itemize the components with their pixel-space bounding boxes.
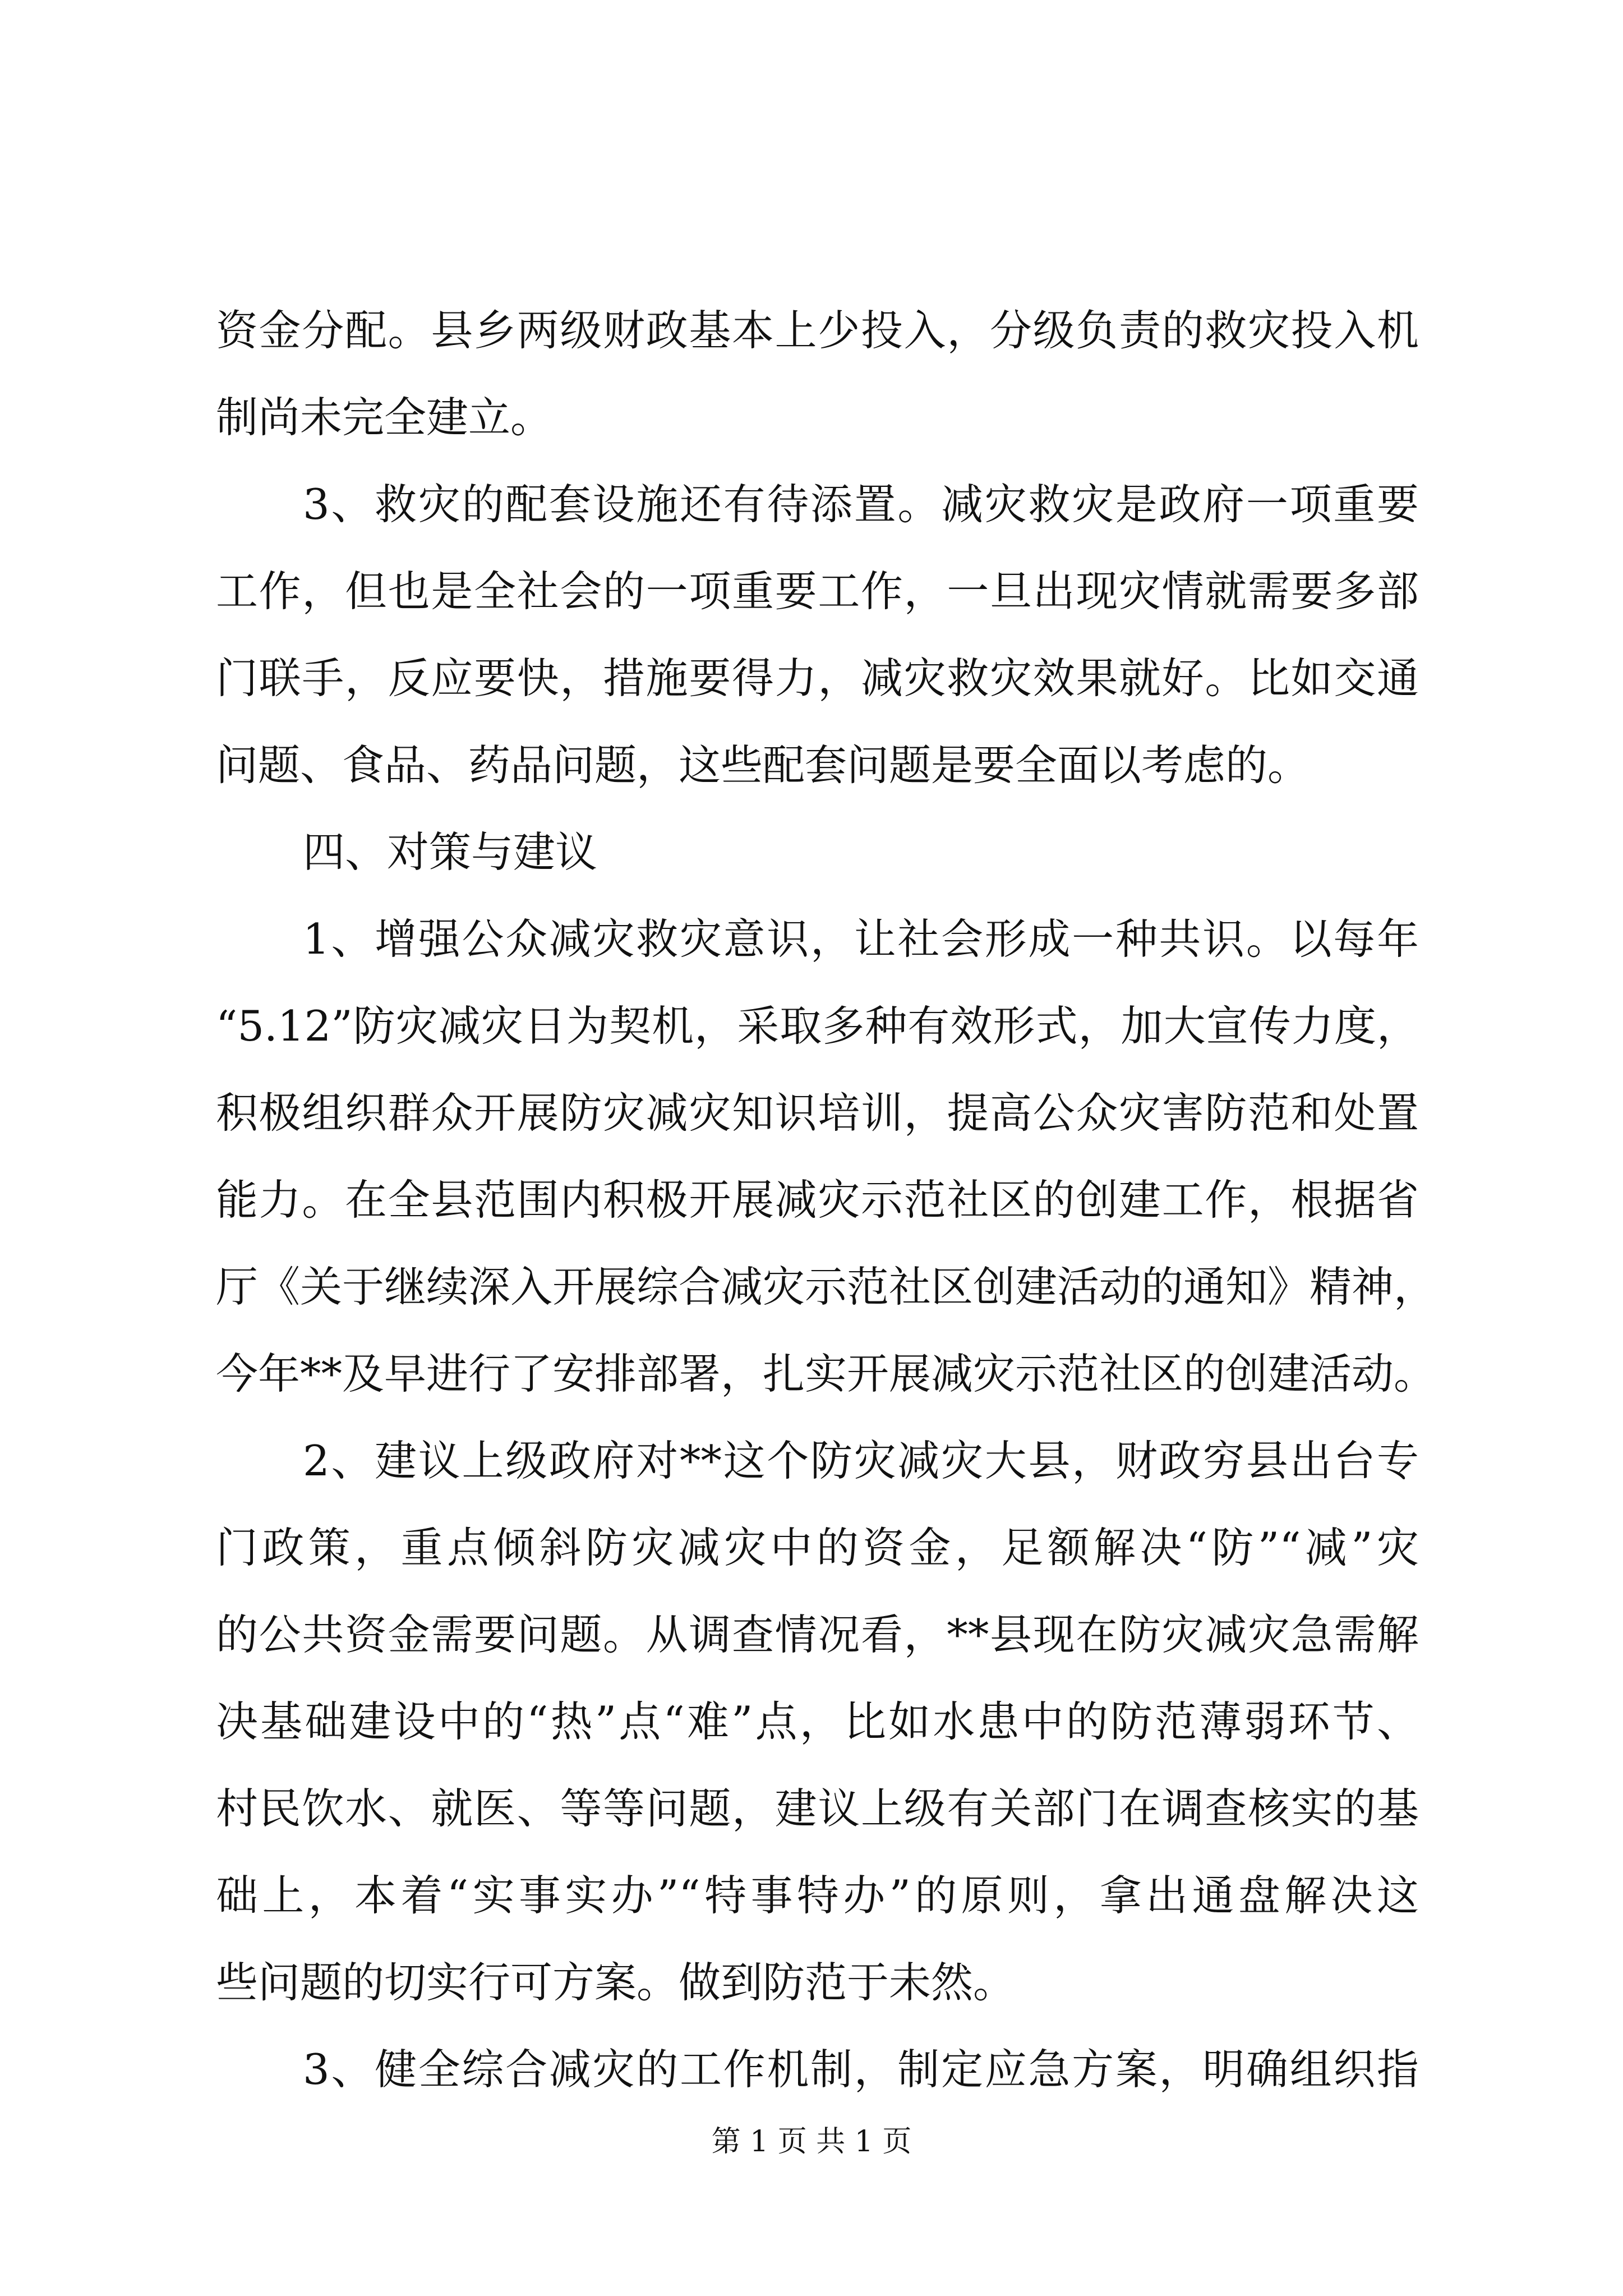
page-footer: 第 1 页 共 1 页 xyxy=(711,2125,912,2159)
text-line: 资金分配。县乡两级财政基本上少投入，分级负责的救灾投入机 xyxy=(216,306,1419,355)
text-line: 的公共资金需要问题。从调查情况看，**县现在防灾减灾急需解 xyxy=(216,1610,1419,1659)
text-line: 今年**及早进行了安排部署，扎实开展减灾示范社区的创建活动。 xyxy=(216,1349,1436,1398)
text-line: 门政策，重点倾斜防灾减灾中的资金，足额解决“防”“减”灾 xyxy=(216,1523,1419,1572)
section-heading: 四、对策与建议 xyxy=(303,827,598,877)
text-line: 村民饮水、就医、等等问题，建议上级有关部门在调查核实的基 xyxy=(216,1784,1419,1833)
text-line: 础上，本着“实事实办”“特事特办”的原则，拿出通盘解决这 xyxy=(216,1871,1419,1920)
text-line: 3、健全综合减灾的工作机制，制定应急方案，明确组织指 xyxy=(303,2045,1419,2094)
text-line: 厅《关于继续深入开展综合减灾示范社区创建活动的通知》精神， xyxy=(216,1262,1436,1312)
text-line: 问题、食品、药品问题，这些配套问题是要全面以考虑的。 xyxy=(216,740,1310,790)
text-line: 制尚未完全建立。 xyxy=(216,393,553,442)
text-line: 决基础建设中的“热”点“难”点，比如水患中的防范薄弱环节、 xyxy=(216,1697,1419,1746)
text-line: 能力。在全县范围内积极开展减灾示范社区的创建工作，根据省 xyxy=(216,1175,1419,1225)
text-line: 3、救灾的配套设施还有待添置。减灾救灾是政府一项重要 xyxy=(303,480,1419,529)
document-body xyxy=(216,287,1436,2113)
text-line: 1、增强公众减灾救灾意识，让社会形成一种共识。以每年 xyxy=(303,914,1419,964)
text-line: 些问题的切实行可方案。做到防范于未然。 xyxy=(216,1958,1016,2007)
text-line: 2、建议上级政府对**这个防灾减灾大县，财政穷县出台专 xyxy=(303,1436,1419,1485)
text-line: 积极组织群众开展防灾减灾知识培训，提高公众灾害防范和处置 xyxy=(216,1088,1419,1138)
text-line: 工作，但也是全社会的一项重要工作，一旦出现灾情就需要多部 xyxy=(216,567,1419,616)
text-line: “5.12”防灾减灾日为契机，采取多种有效形式，加大宣传力度， xyxy=(216,1001,1419,1051)
text-line: 门联手，反应要快，措施要得力，减灾救灾效果就好。比如交通 xyxy=(216,654,1419,703)
